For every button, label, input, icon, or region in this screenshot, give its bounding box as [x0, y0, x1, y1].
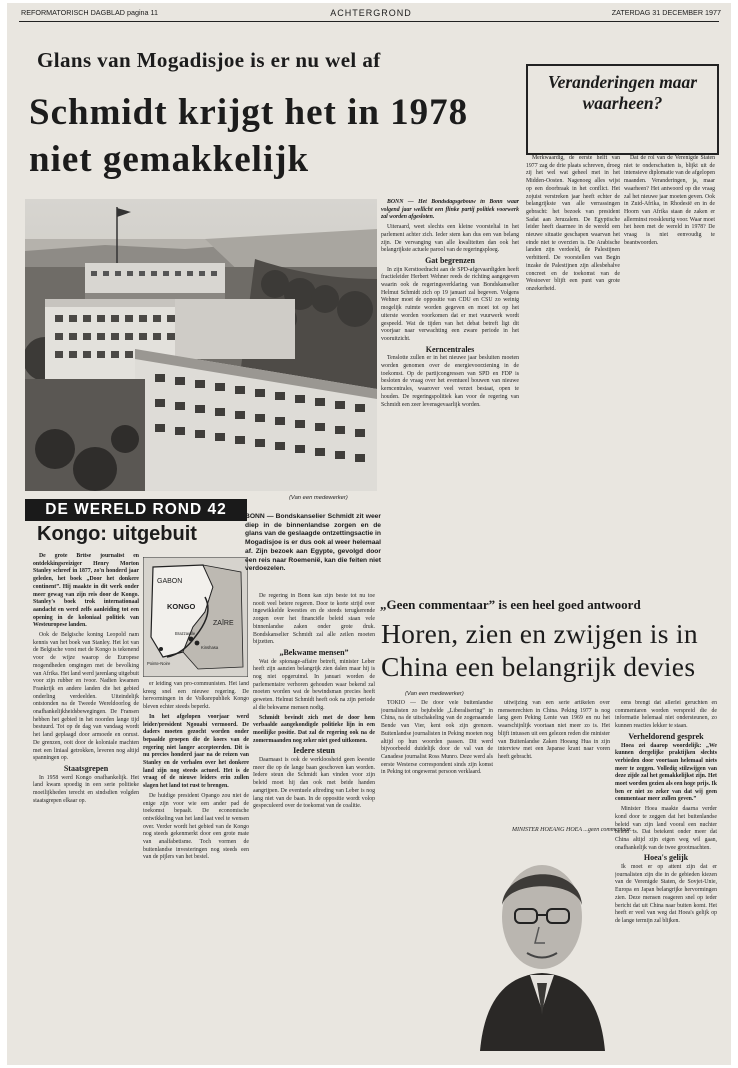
- side-box-col1-text: Merkwaardig, de eerste helft van 1977 zag de drie plaats schreven, droeg zij het wel wat geheel met in het Midden-Oosten. Nagenoeg alles wijst op een doorbraak in het conflict. Het zojuist verstreken jaar heeft echter de belangrijkste van alle verrassingen gebracht: het bezoek van president Sadat aan Jeruzalem. De Egyptische leider heeft daarmee in de wereld een nieuwe situatie geschapen waarvan het einde niet te overzien is. De Arabische landen zijn verdeeld, de Palestijnen verbitterd. De voorstellen van Begin inzake de Palestijnen zijn allesbehalve concreet en de toekomst van de Westoever blijft een punt van grote onzekerheid.: [526, 155, 620, 292]
- kongo-col2c-text: De huidige president Opango zou niet de enige zijn voor wie een ander pad de toekomst bepaalt. De economische ontwikkeling van het land laat veel te wensen over. Verder wordt het gebied van de Kongo nog steeds gekenmerkt door een grote mate van analfabetisme. Toch vormen de buitenlandse investeringen nog steeds een van de pijlers van het bestel.: [143, 792, 249, 861]
- map-label-gabon: GABON: [157, 578, 183, 585]
- kongo-col1: [33, 553, 139, 1053]
- china-col3c-text: Minister Hoea maakte daarna verder kond door te zeggen dat het buitenlandse beleid van zijn land vooral een nuchter beleid is. Dat betekent onder meer dat China altijd zijn eigen weg wil gaan, onafhankelijk van de twee grootmachten.: [615, 806, 717, 851]
- kongo-col2-text: er leiding van pro-communisten. Het land kreeg snel een nieuwe regering. De hervormingen in de Volksrepubliek Kongo bleven echter steeds beperkt.: [143, 681, 249, 711]
- china-col2: [498, 700, 610, 824]
- china-col1-text: TOKIO — De door vele buitenlandse journalisten zo bejubelde „Liberalisering” in China, na de uitschakeling van de zogenaamde Bende van Vier, kent ook zijn grenzen. Buitenlandse journalisten in Peking moeten nog altijd op hun woorden passen. Dit werd bijvoorbeeld duidelijk door de val van de Canadese journalist Ross Munro. Deze werd als eerste Westerse correspondent sinds zijn komst in Peking tot ongewenst persoon verklaard.: [381, 700, 493, 776]
- sub-kerncentrales: Kerncentrales: [425, 344, 475, 354]
- map-label-kinshasa: Kinshasa: [201, 645, 219, 650]
- main-kicker: Glans van Mogadisjoe is er nu wel af: [37, 48, 381, 72]
- sub-gat-begrenzen: Gat begrenzen: [425, 255, 475, 265]
- side-box-title: Veranderingen maar waarheen?: [547, 72, 698, 113]
- minister-caption: MINISTER HOEANG HOEA ...geen commentaar...: [512, 827, 635, 833]
- china-col1: [381, 700, 493, 830]
- main-photo-caption: (Van een medewerker): [289, 495, 348, 501]
- main-col2-text: Uiteraard, weet slechts een kleine voorsteltal in het parlement achter zich. Ieder stem kan dus een van belang zijn. De vervanging van alle kwaliteiten dan ook het belangrijkste actuele parool van de regeringsploeg.: [381, 224, 519, 254]
- main-lead2: BONN — Bondskanselier Schmidt zit weer diep in de binnenlandse zorgen en de glans van de geslaagde ontzettingsactie in Mogadisjoe is er dus ook al weer helemaal af. Zijn bezoek aan Egypte, gevolgd door een reis naar Roemenië, kan die feiten niet verdoezelen.: [245, 513, 381, 573]
- main-lead: BONN — Het Bondsdagsgebouw in Bonn waar volgend jaar wellicht een flinke partij politiek voorwerk zal worden afgesloten.: [381, 199, 519, 221]
- kongo-col2b-text: In het afgelopen voorjaar werd leider/president Ngouabi vermoord. De daders moeten gezocht worden onder bepaalde groepen die de koers van de regering niet langer accepteerden. Dit is nu precies honderd jaar na de reizen van Stanley en de verhalen over het donkere land zijn nog steeds actueel. Het is de vraag of de nieuwe leiders erin zullen slagen het land tot rust te brengen.: [143, 713, 249, 790]
- kongo-lead: De grote Britse journalist en ontdekkingsreiziger Henry Morton Stanley schreef in 1877, zo'n honderd jaar geleden, het boek „Door het donkere continent”. Hij maakte in dit werk onder meer gewag van zijn reis door de Kongo. Stanley's boek trok internationaal aandacht en werd zelfs aanleiding tot een opening in de koloniaal politiek van Westeuropese landen.: [33, 553, 139, 629]
- side-box-col1: [526, 155, 620, 559]
- main-col3d-text: Daarnaast is ook de werkloosheid geen kwestie meer die op de lange baan geschoven kan worden. Iedere steun die Schmidt kan vinden voor zijn beleid moet hij dan ook met beide handen aangrijpen. De eventuele aftreding van Leber is nog lang niet van de baan. In de oppositie wordt volop gespeculeerd over de toekomst van de coalitie.: [253, 757, 375, 810]
- kongo-col1b-text: In 1958 werd Kongo onafhankelijk. Het land kwam spoedig in een serie politieke moeilijkheden terecht en sindsdien volgden staatsgrepen elkaar op.: [33, 774, 139, 804]
- masthead: [21, 7, 721, 19]
- masthead-date: ZATERDAG 31 DECEMBER 1977: [611, 8, 721, 17]
- china-kicker: „Geen commentaar” is een heel goed antwoord: [380, 597, 641, 612]
- china-col2-text: uitwijzing van een serie artikelen over mensenrechten in China. Peking 1977 is nog lang geen Peking Lente van 1969 en nu het waarschijnlijk voortaan niet meer zo is. Het blijft intussen uit een gelezen reden die minister van Buitenlandse Zaken Hoeang Hua in zijn interview met een Japanse krant naar voren heeft gebracht.: [498, 700, 610, 760]
- main-col3c-text: Schmidt bevindt zich met de door hem verbaalde aangekondigde politieke lijn in een moeilijke positie. Dat zal de regering ook na de zomermaanden nog zeker niet goed uitkomen.: [253, 714, 375, 744]
- bonn-photo: [25, 199, 377, 491]
- main-article-col3: [253, 593, 375, 1053]
- masthead-paper-name: REFORMATORISCH DAGBLAD pagina 11: [21, 8, 159, 17]
- china-headline: Horen, zien en zwijgen is in China een belangrijk devies: [381, 618, 698, 682]
- map-label-zaire: ZAÏRE: [213, 620, 234, 627]
- minister-portrait: [475, 835, 609, 1051]
- masthead-rule: [19, 21, 719, 22]
- main-article-col2: [381, 199, 519, 544]
- kongo-map: [143, 557, 248, 677]
- map-label-kongo: KONGO: [167, 602, 196, 611]
- newspaper-page: [7, 3, 731, 1065]
- sub-iedere-steun: Iedere steun: [293, 746, 335, 756]
- main-col3-text: De regering in Bonn kan zijn beste tot nu toe nooit veel betere regeren. Door te korte strijd over ingewikkelde kwesties en de steeds terugkerende zorgen over het financiële beleid staan vele binnenlandse zaken onder grote druk. Bondskanselier Schmidt zal alle zeilen moeten bijzetten.: [253, 593, 375, 646]
- main-col2c-text: Tenslotte zullen er in het nieuwe jaar besluiten moeten worden genomen over de energievoorziening in de toekomst. Op de partijcongressen van SPD en FDP is besloten de vraag over het eventueel bouwen van nieuwe kerncentrales, waarover veel verzet bestaat, open te houden. De regeringspolitiek kan voor de regering van Schmidt een zeer levensgevaarlijk worden.: [381, 355, 519, 408]
- china-caption: (Van een medewerker): [405, 691, 464, 697]
- sub-bekwame-mensen: „Bekwame mensen”: [279, 647, 349, 657]
- sub-staatsgrepen: Staatsgrepen: [63, 763, 109, 773]
- main-col2b-text: In zijn Kersttoedracht aan de SPD-afgevaardigden heeft fractieleider Herbert Wehner reeds de richting aangegeven waarin ook de regeringsverklaring van Bondskanselier Helmut Schmidt zich op 19 januari zal begeven. Volgens Wehner moet de oppositie van CDU en CSU zo weinig mogelijk ruimte worden gegeven en moet tot op het uiterste worden voorkomen dat er met vuurwerk wordt gespeeld. Wat de tijden van het debat betreft ligt dit voorjaar naar verwachting een zware periode in het vooruitzicht.: [381, 266, 519, 342]
- china-col3d-text: Ik moet er op attent zijn dat er journalisten zijn die in de gebieden kiezen van de Verenigde Staten, de Sovjet-Unie, Europa en Japan belangrijke hervormingen zien. Deze mensen reageren snel op ieder bericht dat uit China naar buiten komt. Het heeft er veel van weg dat Hoea's gelijk op de lange termijn zal blijken.: [615, 864, 717, 924]
- side-box-col2: [624, 155, 715, 559]
- map-label-pointe-noire: Pointe-Noire: [147, 661, 171, 666]
- main-headline: Schmidt krijgt het in 1978 niet gemakkelijk: [29, 92, 469, 180]
- sub-verheldorend-gesprek: Verheldorend gesprek: [628, 731, 704, 741]
- side-box-title-frame: [526, 64, 719, 155]
- section-bar: DE WERELD ROND 42: [25, 499, 247, 521]
- masthead-section: ACHTERGROND: [330, 8, 412, 18]
- china-col3-text: eens brengt dat allerlei geruchten en commentaren worden verspreid die de informatie helemaal niet ondersteunen, zo kunnen reacties lekker te staan.: [615, 700, 717, 730]
- main-col3b-text: Wat de spionage-affaire betreft, minister Leber heeft zijn aanzien belangrijk zien dalen maar hij is nog niet opgeruimd. In januari worden de parlementaire verhoren gehouden waar bekend zal moeten worden wat de bewindsman precies heeft geweten. Helmut Schmidt heeft ook na zijn periode al die bekwame mensen nodig.: [253, 658, 375, 711]
- sub-hoeas-gelijk: Hoea's gelijk: [643, 853, 689, 863]
- kongo-col1-text: Ook de Belgische koning Leopold nam kennis van het boek van Stanley. Het lot van de Belgische vorst met de Kongo is tekenend voor de wijze waarop de Europese mogendheden omgingen met de bevolking van Afrika. Het land werd jarenlang uitgebuit voor zijn rubber en ivoor. Nadien kwamen Frankrijk en andere landen die het gebied onderling verdeelden. Uiteindelijk ontstonden na de Tweede Wereldoorlog de onafhankelijkheidsbewegingen. De Fransen hebben het gebied in het noorden lange tijd bestuurd. Tot op de dag van vandaag wordt het land geplaagd door armoede en onrust. De grenzen, ooit door de koloniale machten met een liniaal getrokken, leveren nog altijd spanningen op.: [33, 632, 139, 762]
- map-label-brazzaville: Brazzaville: [175, 631, 196, 636]
- kongo-headline: Kongo: uitgebuit: [37, 523, 197, 545]
- china-col3b-text: Hoea zei daarop woordelijk: „We kunnen dergelijke praktijken slechts verbieden door voortaan helemaal niets meer te zeggen. Volledig stilzwijgen van deze zijde zal het gemakkelijkst zijn. Het moet worden gezien als een hoge prijs. Ik ben er niet zo zeker van dat wij geen commentaar meer zullen geven.”: [615, 742, 717, 803]
- kongo-col2: [143, 681, 249, 1053]
- side-box-col2-text: Dat de rol van de Verenigde Staten niet te onderschatten is, blijkt uit de intensieve diplomatie van de afgelopen maanden. Veranderingen, ja, maar waarheen? Het antwoord op die vraag zal het nieuwe jaar moeten geven. Ook in Zuid-Afrika, in Rhodesië en in de Hoorn van Afrika staan de zaken er allerminst rooskleurig voor. Waar moet het heen met de wereld in 1978? De vraag is niet eenvoudig te beantwoorden.: [624, 155, 715, 246]
- china-col3: [615, 700, 717, 1055]
